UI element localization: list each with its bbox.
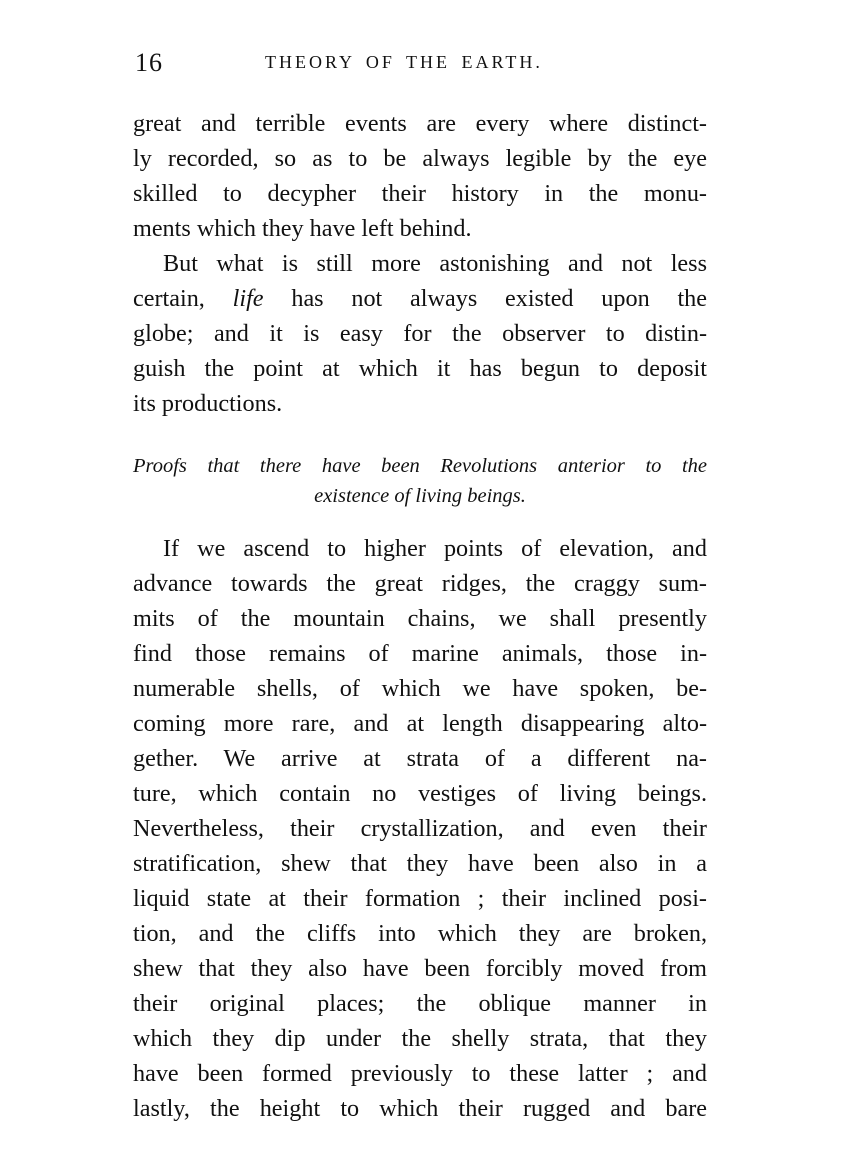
- text-line: coming more rare, and at length disappearing alto-: [133, 710, 707, 737]
- text-line: tion, and the cliffs into which they are broken,: [133, 920, 707, 947]
- text-line: ments which they have left behind.: [133, 215, 472, 242]
- text-line: advance towards the great ridges, the craggy sum-: [133, 570, 707, 597]
- text-line: shew that they also have been forcibly moved from: [133, 955, 707, 982]
- emphasized-word: life: [232, 285, 264, 312]
- text-line: which they dip under the shelly strata, that they: [133, 1025, 707, 1052]
- text-line-with-emphasis: [133, 281, 707, 316]
- paragraph-1: [133, 106, 707, 246]
- page-number: 16: [135, 48, 163, 77]
- heading-line: existence of living beings.: [314, 485, 526, 507]
- heading-line: Proofs that there have been Revolutions anterior to the: [133, 455, 707, 477]
- body-text: [133, 106, 707, 1126]
- running-title: THEORY OF THE EARTH.: [265, 52, 543, 72]
- text-line: have been formed previously to these latter ; and: [133, 1060, 707, 1087]
- text-line: stratification, shew that they have been also in a: [133, 850, 707, 877]
- text-line: their original places; the oblique manner in: [133, 990, 707, 1017]
- text-line: Nevertheless, their crystallization, and even their: [133, 815, 707, 842]
- text-fragment: has not always existed upon the: [291, 285, 708, 312]
- text-line: ly recorded, so as to be always legible by the eye: [133, 145, 707, 172]
- text-line: mits of the mountain chains, we shall presently: [133, 605, 707, 632]
- text-line: its productions.: [133, 390, 283, 417]
- paragraph-2: [133, 246, 707, 421]
- text-fragment: certain,: [133, 285, 205, 312]
- text-line: gether. We arrive at strata of a different na-: [133, 745, 707, 772]
- book-page: [133, 40, 707, 1126]
- text-line: If we ascend to higher points of elevation, and: [163, 535, 707, 562]
- text-line: skilled to decypher their history in the monu-: [133, 180, 707, 207]
- section-heading: [133, 451, 707, 511]
- running-header: [133, 40, 707, 80]
- text-line: great and terrible events are every where distinct-: [133, 110, 707, 137]
- text-line: lastly, the height to which their rugged and bare: [133, 1095, 707, 1122]
- text-line: globe; and it is easy for the observer to distin-: [133, 320, 707, 347]
- text-line: find those remains of marine animals, those in-: [133, 640, 707, 667]
- text-line: But what is still more astonishing and not less: [163, 250, 707, 277]
- paragraph-3: [133, 531, 707, 1126]
- text-line: ture, which contain no vestiges of living beings.: [133, 780, 707, 807]
- text-line: guish the point at which it has begun to deposit: [133, 355, 707, 382]
- text-line: liquid state at their formation ; their inclined posi-: [133, 885, 707, 912]
- text-line: numerable shells, of which we have spoken, be-: [133, 675, 707, 702]
